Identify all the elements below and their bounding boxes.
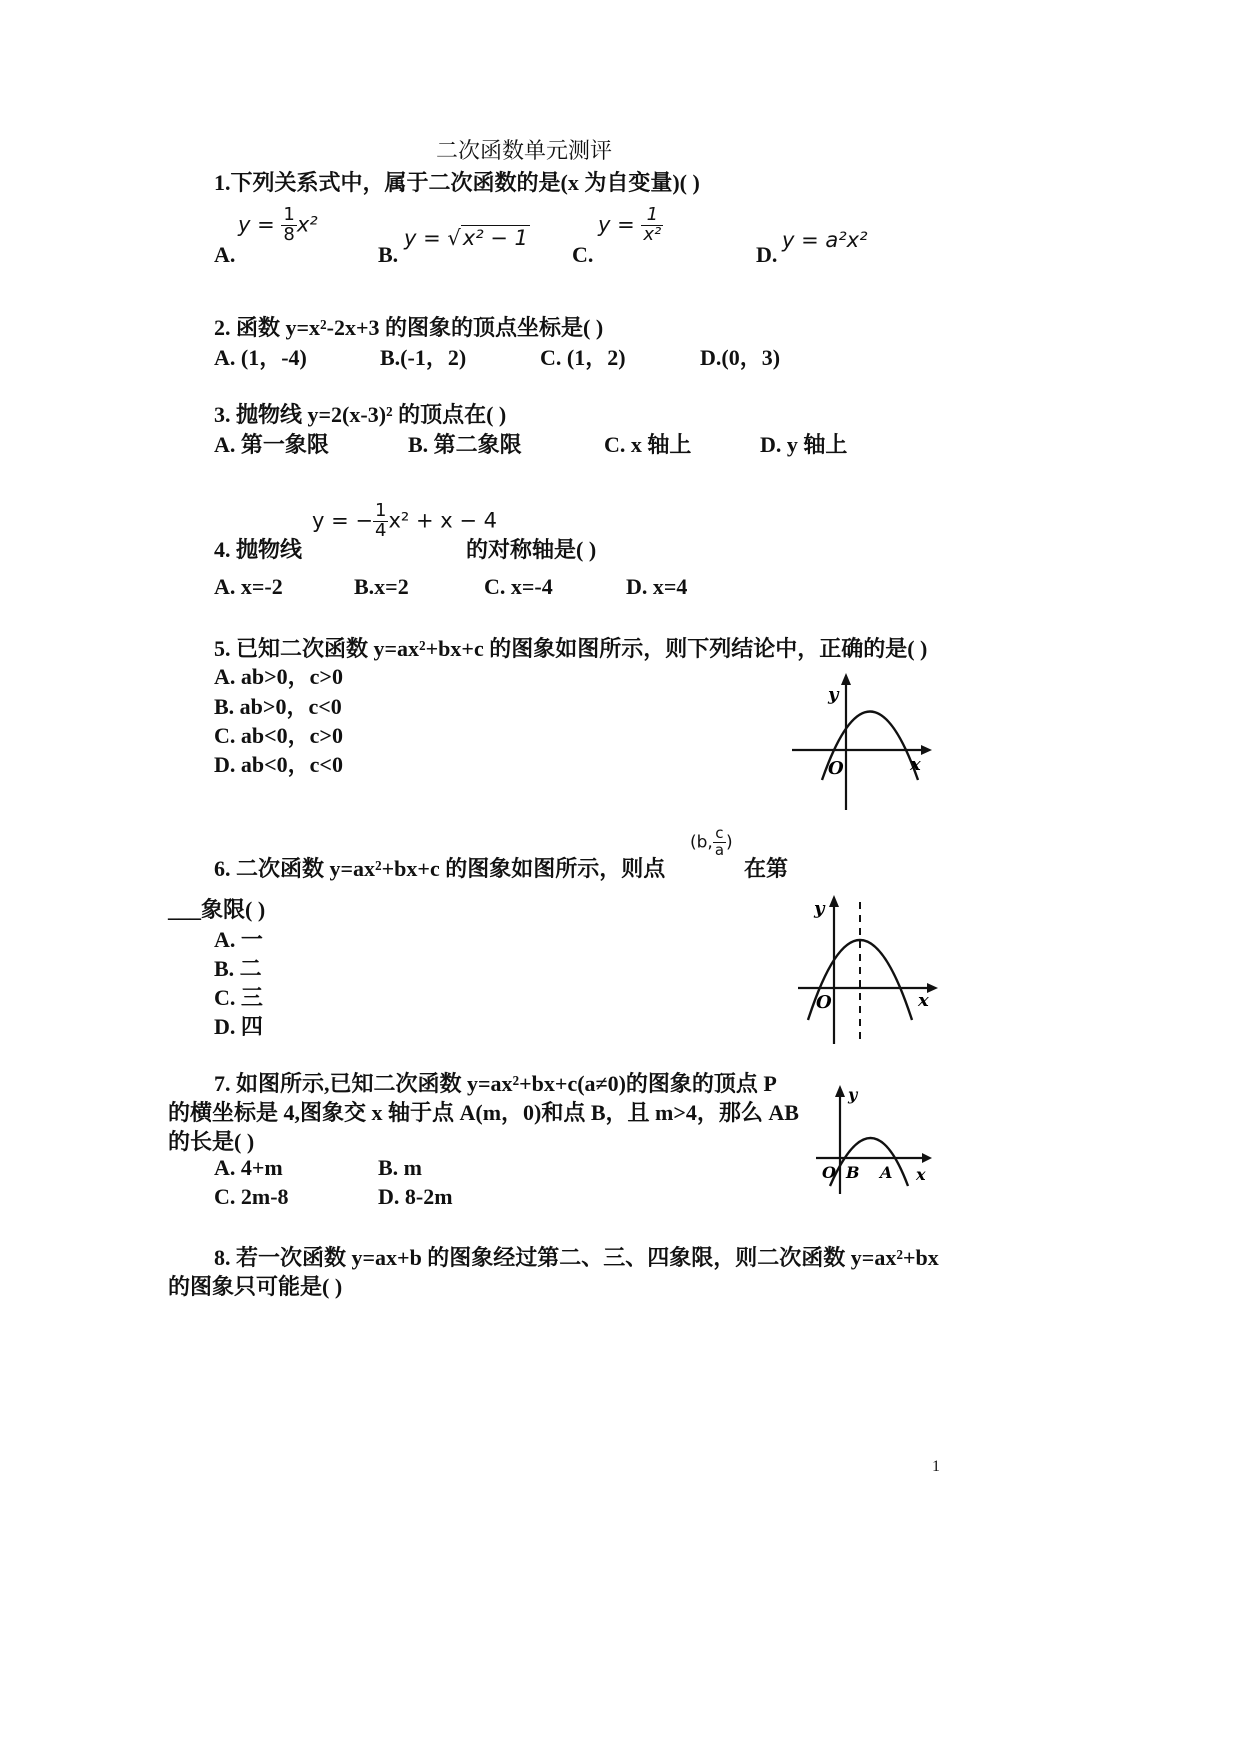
question-7-line2: 的横坐标是 4,图象交 x 轴于点 A(m，0)和点 B，且 m>4，那么 AB xyxy=(168,1100,799,1125)
question-7-line3: 的长是( ) xyxy=(168,1129,255,1154)
q3-option-d: D. y 轴上 xyxy=(760,432,848,457)
q5-option-c: C. ab<0，c>0 xyxy=(214,723,343,748)
q2-option-c: C. (1，2) xyxy=(540,345,626,370)
q7-x-arrow xyxy=(922,1153,932,1163)
q5-y-arrow xyxy=(841,673,851,685)
q5-y-label: y xyxy=(828,684,839,705)
q7-parabola-curve xyxy=(830,1138,908,1186)
q6-option-d: D. 四 xyxy=(214,1014,263,1039)
q1-option-a-label: A. xyxy=(214,242,236,267)
question-4-stem-end: 的对称轴是( ) xyxy=(466,537,597,562)
q6-option-b: B. 二 xyxy=(214,956,262,981)
q1-option-c-formula: y = $\frac{1}{\text{x²}}$ xyxy=(598,204,662,245)
question-6-stem-start: 6. 二次函数 y=ax²+bx+c 的图象如图所示，则点 xyxy=(214,856,666,881)
q4-formula: y = − $\frac{1}{4}$ x² + x − 4 xyxy=(312,500,497,541)
q6-y-label: y xyxy=(814,898,825,919)
q6-origin-label: O xyxy=(816,992,832,1013)
q2-option-a: A. (1，-4) xyxy=(214,345,307,370)
q5-origin-label: O xyxy=(828,758,844,779)
q7-parabola-figure xyxy=(812,1082,936,1196)
q6-parabola-figure xyxy=(792,890,942,1046)
q5-option-a: A. ab>0，c>0 xyxy=(214,664,343,689)
q1-option-b-label: B. xyxy=(378,242,399,267)
q7-y-label: y xyxy=(848,1085,858,1104)
q7-option-d: D. 8-2m xyxy=(378,1184,453,1209)
question-4-stem-start: 4. 抛物线 xyxy=(214,537,303,562)
question-2-stem: 2. 函数 y=x²-2x+3 的图象的顶点坐标是( ) xyxy=(214,315,604,340)
q5-option-b: B. ab>0，c<0 xyxy=(214,694,342,719)
q5-x-arrow xyxy=(921,745,932,755)
q3-option-b: B. 第二象限 xyxy=(408,432,522,457)
page-number: 1 xyxy=(932,1458,940,1475)
q7-option-a: A. 4+m xyxy=(214,1155,283,1180)
q4-option-a: A. x=-2 xyxy=(214,574,283,599)
question-5-stem: 5. 已知二次函数 y=ax²+bx+c 的图象如图所示，则下列结论中，正确的是( ) xyxy=(214,636,928,661)
q5-option-d: D. ab<0，c<0 xyxy=(214,752,343,777)
q4-option-d: D. x=4 xyxy=(626,574,688,599)
q5-x-label: x xyxy=(910,754,921,775)
q7-point-a-label: A xyxy=(880,1163,893,1182)
q6-y-arrow xyxy=(829,895,839,907)
question-6-stem-end: 在第 xyxy=(744,856,789,881)
q7-y-arrow xyxy=(835,1085,845,1097)
q5-parabola-figure xyxy=(786,670,936,812)
q7-origin-label: O xyxy=(822,1163,836,1182)
q6-option-a: A. 一 xyxy=(214,927,263,952)
q1-option-b-formula: y = √x² − 1 xyxy=(404,226,528,250)
q4-option-c: C. x=-4 xyxy=(484,574,553,599)
question-6-stem-line2: ___象限( ) xyxy=(168,897,266,922)
q2-option-b: B.(-1，2) xyxy=(380,345,467,370)
q7-x-label: x xyxy=(916,1165,926,1184)
q3-option-a: A. 第一象限 xyxy=(214,432,329,457)
question-1-stem: 1.下列关系式中，属于二次函数的是(x 为自变量)( ) xyxy=(214,170,700,195)
q6-x-label: x xyxy=(918,990,929,1011)
q7-point-b-label: B xyxy=(846,1163,860,1182)
q1-option-d-label: D. xyxy=(756,242,778,267)
question-8-line2: 的图象只可能是( ) xyxy=(168,1274,343,1299)
q7-option-c: C. 2m-8 xyxy=(214,1184,289,1209)
q4-option-b: B.x=2 xyxy=(354,574,409,599)
question-7-line1: 7. 如图所示,已知二次函数 y=ax²+bx+c(a≠0)的图象的顶点 P xyxy=(214,1071,777,1096)
q6-point-formula: (b, $\frac{c}{a}$ ) xyxy=(690,824,733,859)
q1-option-d-formula: y = a²x² xyxy=(782,228,868,252)
page-title: 二次函数单元测评 xyxy=(436,138,613,163)
q6-option-c: C. 三 xyxy=(214,985,263,1010)
question-8-line1: 8. 若一次函数 y=ax+b 的图象经过第二、三、四象限，则二次函数 y=ax²+bx xyxy=(214,1245,939,1270)
q7-option-b: B. m xyxy=(378,1155,422,1180)
question-3-stem: 3. 抛物线 y=2(x-3)² 的顶点在( ) xyxy=(214,402,507,427)
q3-option-c: C. x 轴上 xyxy=(604,432,692,457)
q1-option-a-formula: y = $\frac{1}{8}$ x² xyxy=(238,204,318,245)
q2-option-d: D.(0，3) xyxy=(700,345,781,370)
q1-option-c-label: C. xyxy=(572,242,594,267)
